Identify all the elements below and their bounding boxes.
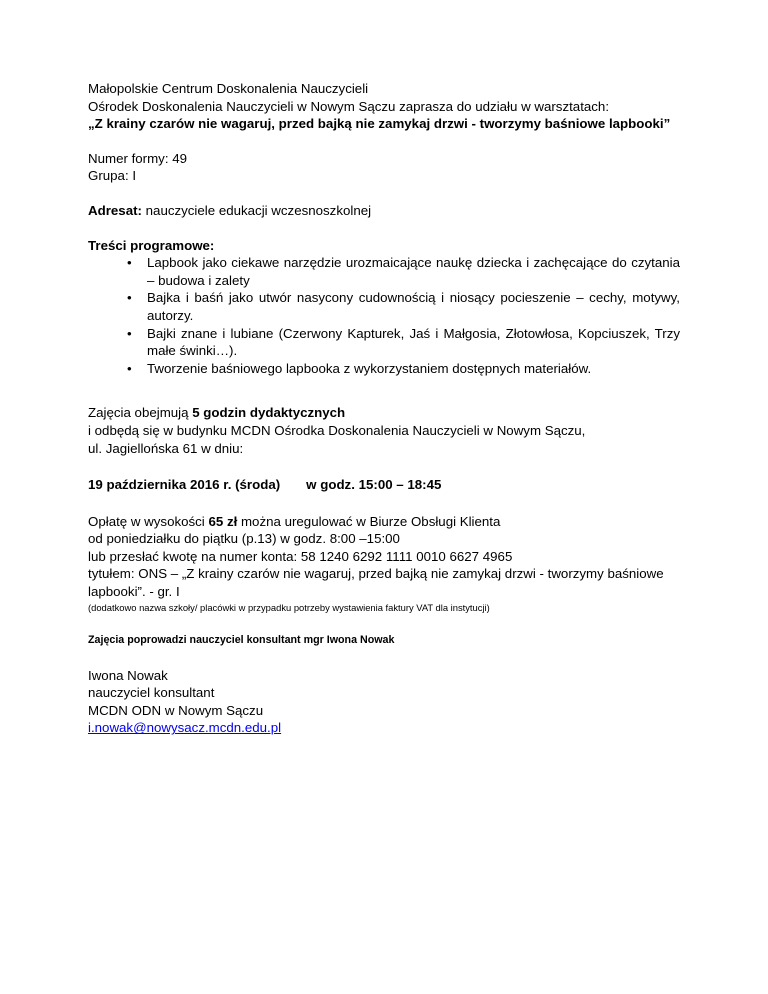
email-link[interactable]: i.nowak@nowysacz.mcdn.edu.pl <box>88 720 282 736</box>
payment-amount-line <box>88 513 680 531</box>
header-invitation: Ośrodek Doskonalenia Nauczycieli w Nowym Sączu zaprasza do udziału w warsztatach: <box>88 98 610 114</box>
payment-title: tytułem: ONS – „Z krainy czarów nie wagaruj, przed bajką nie zamykaj drzwi - tworzymy baśniowe lapbooki”. - gr. I <box>88 566 664 600</box>
list-item <box>88 325 680 360</box>
schedule-intro <box>88 404 680 422</box>
signature-name: Iwona Nowak <box>88 667 168 683</box>
list-item-text: Bajka i baśń jako utwór nasycony cudownością i niosący pocieszenie – cechy, motywy, autorzy. <box>147 290 680 323</box>
list-item <box>88 254 680 289</box>
document-page <box>88 80 680 737</box>
bullet-icon: • <box>127 255 132 271</box>
payment-amount: 65 zł <box>208 513 238 529</box>
workshop-title: „Z krainy czarów nie wagaruj, przed bajką nie zamykaj drzwi - tworzymy baśniowe lapbooki” <box>88 116 671 132</box>
bullet-icon: • <box>127 290 132 306</box>
payment-account: lub przesłać kwotę na numer konta: 58 1240 6292 1111 0010 6627 4965 <box>88 548 513 564</box>
schedule-intro-prefix: Zajęcia obejmują <box>88 405 193 421</box>
list-item-text: Lapbook jako ciekawe narzędzie urozmaicające naukę dziecka i zachęcające do czytania – budowa i zalety <box>147 255 680 288</box>
payment-note: (dodatkowo nazwa szkoły/ placówki w przypadku potrzeby wystawienia faktury VAT dla instytucji) <box>88 601 490 613</box>
list-item <box>88 360 680 378</box>
schedule-address: ul. Jagiellońska 61 w dniu: <box>88 440 244 456</box>
addressee-label: Adresat: <box>88 202 142 218</box>
list-item-text: Bajki znane i lubiane (Czerwony Kapturek, Jaś i Małgosia, Złotowłosa, Kopciuszek, Trzy małe świnki…). <box>147 325 680 359</box>
form-number: Numer formy: 49 <box>88 150 188 166</box>
payment-hours: od poniedziałku do piątku (p.13) w godz. 8:00 –15:00 <box>88 531 400 547</box>
addressee <box>88 202 680 220</box>
schedule-location: i odbędą się w budynku MCDN Ośrodka Doskonalenia Nauczycieli w Nowym Sączu, <box>88 422 586 438</box>
bullet-icon: • <box>127 325 132 341</box>
event-datetime <box>88 476 680 494</box>
event-time: w godz. 15:00 – 18:45 <box>306 477 442 493</box>
form-group: Grupa: I <box>88 168 137 184</box>
program-list <box>88 254 680 377</box>
instructor-intro: Zajęcia poprowadzi nauczyciel konsultant mgr Iwona Nowak <box>88 633 395 646</box>
list-item-text: Tworzenie baśniowego lapbooka z wykorzystaniem dostępnych materiałów. <box>147 360 592 376</box>
event-date: 19 października 2016 r. (środa) <box>88 477 281 493</box>
payment-suffix: można uregulować w Biurze Obsługi Klienta <box>237 513 501 529</box>
list-item <box>88 289 680 324</box>
addressee-value: nauczyciele edukacji wczesnoszkolnej <box>141 202 372 218</box>
payment-prefix: Opłatę w wysokości <box>88 513 209 529</box>
schedule-hours: 5 godzin dydaktycznych <box>192 405 346 421</box>
signature-org: MCDN ODN w Nowym Sączu <box>88 702 264 718</box>
header-org-name: Małopolskie Centrum Doskonalenia Nauczycieli <box>88 81 369 96</box>
signature-role: nauczyciel konsultant <box>88 685 215 701</box>
signature-email-line <box>88 719 680 737</box>
bullet-icon: • <box>127 360 132 376</box>
program-heading: Treści programowe: <box>88 237 215 253</box>
